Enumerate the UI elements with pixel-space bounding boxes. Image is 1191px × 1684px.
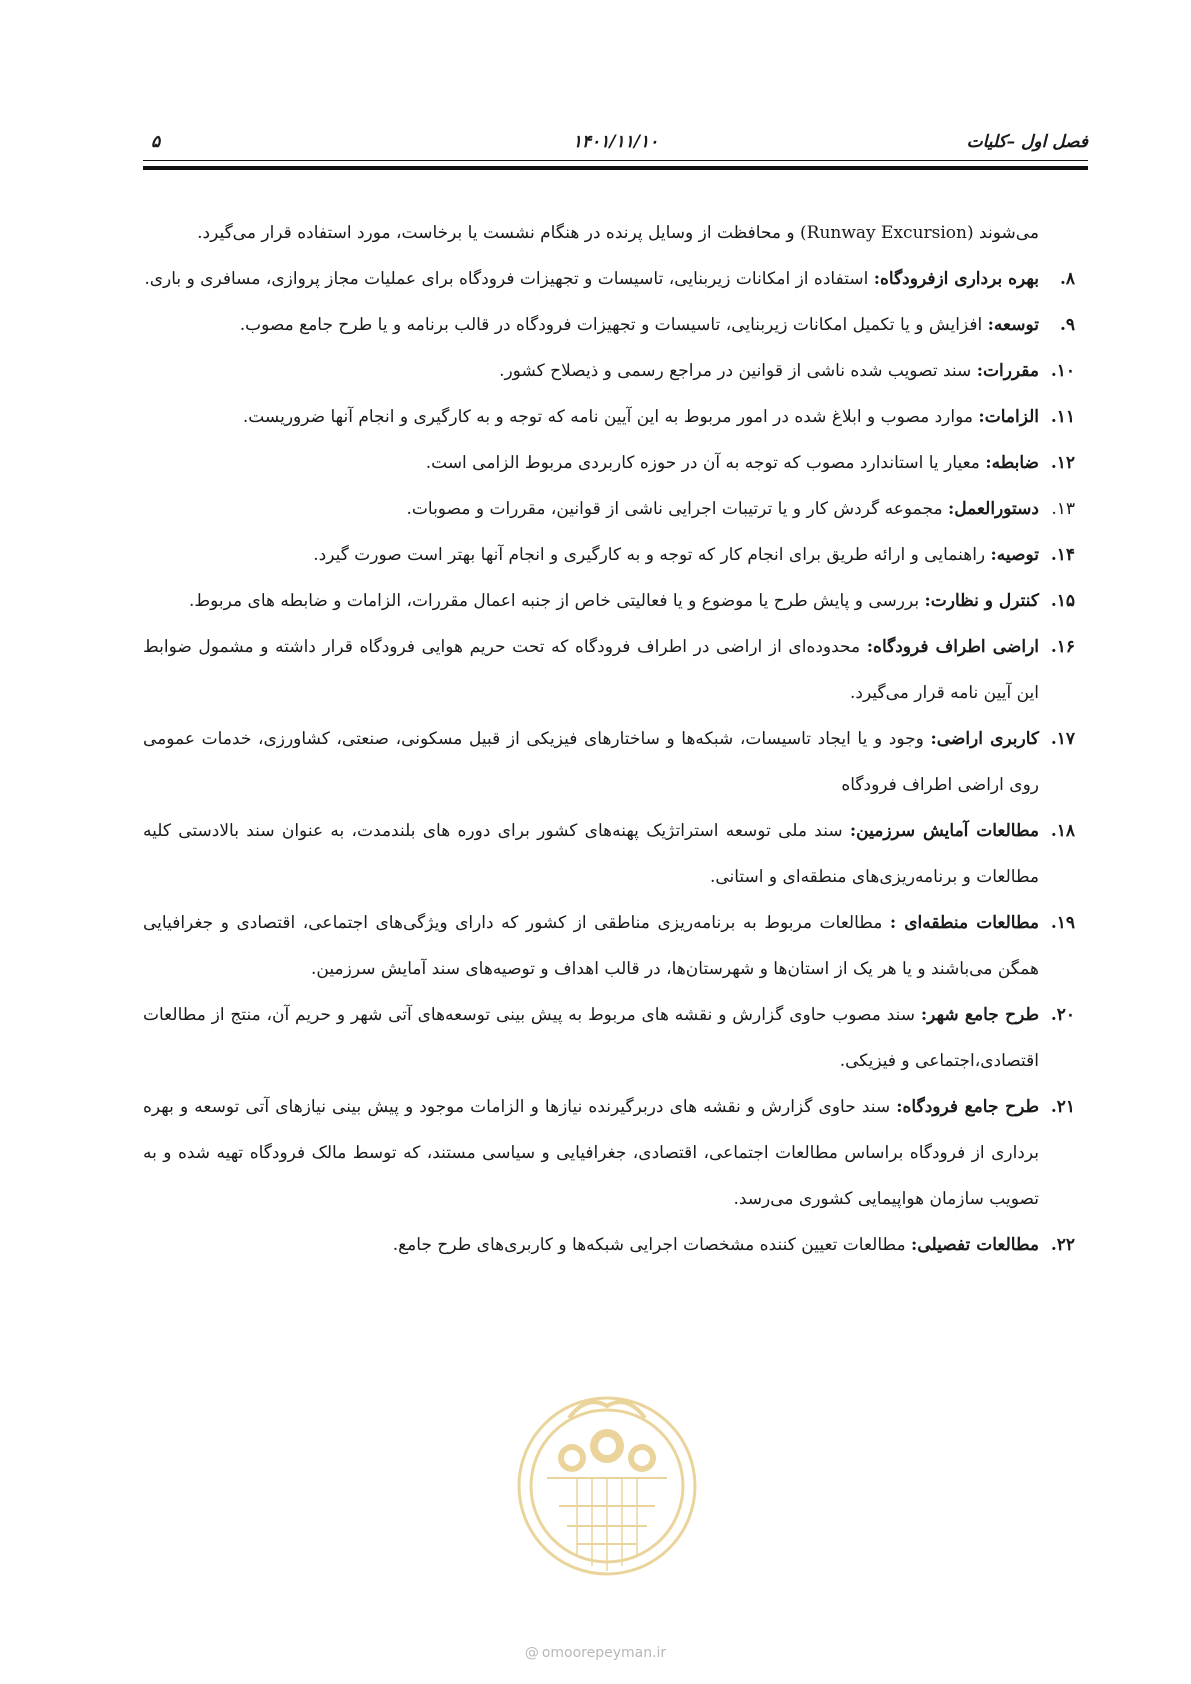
item-number: ۱۸.: [1050, 821, 1075, 841]
intro-paragraph: [143, 210, 1075, 256]
definition-item-13: [143, 486, 1075, 532]
intro-line-1: می‌شوند (Runway Excursion) و محافظت از وسایل پرنده در هنگام نشست یا برخاست، مورد استفاده: [297, 223, 1039, 243]
intro-line-2: قرار می‌گیرد.: [197, 223, 292, 243]
definition-item-19: [143, 900, 1075, 992]
item-number: ۱۴.: [1050, 545, 1075, 565]
item-number: ۲۱.: [1050, 1097, 1075, 1117]
definition-item-20: [143, 992, 1075, 1084]
item-term: بهره برداری ازفرودگاه:: [873, 269, 1039, 289]
item-number: ۱۰.: [1050, 361, 1075, 381]
item-text: سند ملی توسعه استراتژیک پهنه‌های کشور برای دوره های بلندمدت، به عنوان سند بالادستی کلیه مطالعات و برنامه‌ریزی‌های منطقه‌ای و استانی.: [143, 821, 1039, 887]
definition-item-17: [143, 716, 1075, 808]
chapter-title: فصل اول –کلیات: [966, 132, 1088, 152]
watermark-site-label: [0, 1645, 1191, 1661]
page-header: [143, 128, 1088, 156]
item-text: سند مصوب حاوی گزارش و نقشه های مربوط به پیش بینی توسعه‌های آتی شهر و حریم آن، منتج از مطالعات اقتصادی،اجتماعی و فیزیکی.: [143, 1005, 1039, 1071]
definition-item-8: [143, 256, 1075, 302]
item-text: موارد مصوب و ابلاغ شده در امور مربوط به این آیین نامه که توجه و به کارگیری و انجام آنها ضروریست.: [242, 407, 979, 427]
definition-item-11: [143, 394, 1075, 440]
item-term: مطالعات تفصیلی:: [911, 1235, 1039, 1255]
item-term: توصیه:: [990, 545, 1039, 565]
item-term: کاربری اراضی:: [930, 729, 1039, 749]
definition-item-18: [143, 808, 1075, 900]
watermark-seal-icon: [507, 1366, 707, 1596]
document-body: [143, 210, 1075, 1268]
item-text: وجود و یا ایجاد تاسیسات، شبکه‌ها و ساختارهای فیزیکی از قبیل مسکونی، صنعتی، کشاورزی، خدمات عمومی روی اراضی اطراف فرودگاه: [143, 729, 1039, 795]
item-term: طرح جامع فرودگاه:: [896, 1097, 1039, 1117]
definition-item-21: [143, 1084, 1075, 1222]
item-text: مطالعات تعیین کننده مشخصات اجرایی شبکه‌ها و کاربری‌های طرح جامع.: [392, 1235, 911, 1255]
item-number: ۱۵.: [1050, 591, 1075, 611]
item-text: سند حاوی گزارش و نقشه های دربرگیرنده نیازها و الزامات موجود و پیش بینی نیازهای آتی توسعه و بهره برداری از فرودگاه براساس مطالعات اجتماعی، اقتصادی، جغرافیایی و سیاسی مستند، که توسط مالک فرودگاه تهیه شده و به تصویب سازمان هواپیمایی کشوری می‌رسد.: [143, 1097, 1039, 1209]
definition-item-16: [143, 624, 1075, 716]
item-text: مطالعات مربوط به برنامه‌ریزی مناطقی از کشور که دارای ویژگی‌های اجتماعی، اقتصادی و جغرافیایی همگن می‌باشند و یا هر یک از استان‌ها و شهرستان‌ها، در قالب اهداف و توصیه‌های سند آمایش سرزمین.: [143, 913, 1039, 979]
item-number: ۹.: [1059, 315, 1075, 335]
header-rule-thick: [143, 166, 1088, 170]
item-number: ۲۰.: [1050, 1005, 1075, 1025]
item-text: محدوده‌ای از اراضی در اطراف فرودگاه که تحت حریم هوایی فرودگاه قرار داشته و مشمول ضوابط این آیین نامه قرار می‌گیرد.: [143, 637, 1039, 703]
item-text: بررسی و پایش طرح یا موضوع و یا فعالیتی خاص از جنبه اعمال مقررات، الزامات و ضابطه های مربوط.: [189, 591, 925, 611]
item-term: الزامات:: [978, 407, 1039, 427]
item-number: ۸.: [1059, 269, 1075, 289]
item-term: کنترل و نظارت:: [924, 591, 1039, 611]
header-date: ۱۴۰۱/۱۱/۱۰: [572, 132, 659, 152]
definition-item-10: [143, 348, 1075, 394]
definition-item-14: [143, 532, 1075, 578]
item-term: دستورالعمل:: [947, 499, 1039, 519]
definition-item-22: [143, 1222, 1075, 1268]
item-term: مطالعات منطقه‌ای :: [889, 913, 1039, 933]
item-term: طرح جامع شهر:: [920, 1005, 1039, 1025]
item-text: راهنمایی و ارائه طریق برای انجام کار که توجه و به کارگیری و انجام آنها بهتر است صورت گیرد.: [313, 545, 991, 565]
header-rule-thin: [143, 160, 1088, 161]
item-number: ۱۶.: [1050, 637, 1075, 657]
item-text: مجموعه گردش کار و یا ترتیبات اجرایی ناشی از قوانین، مقررات و مصوبات.: [406, 499, 948, 519]
item-text: سند تصویب شده ناشی از قوانین در مراجع رسمی و ذیصلاح کشور.: [499, 361, 977, 381]
item-number: ۱۳.: [1051, 499, 1075, 519]
item-term: ضابطه:: [985, 453, 1039, 473]
item-text: معیار یا استاندارد مصوب که توجه به آن در حوزه کاربردی مربوط الزامی است.: [425, 453, 986, 473]
item-number: ۱۹.: [1050, 913, 1075, 933]
item-number: ۲۲.: [1050, 1235, 1075, 1255]
item-text: استفاده از امکانات زیربنایی، تاسیسات و تجهیزات فرودگاه برای عملیات مجاز پروازی، مسافری و باری.: [144, 269, 874, 289]
definition-item-15: [143, 578, 1075, 624]
item-text: افزایش و یا تکمیل امکانات زیربنایی، تاسیسات و تجهیزات فرودگاه در قالب برنامه و یا طرح جامع مصوب.: [239, 315, 988, 335]
page-number: ۵: [151, 132, 161, 152]
item-number: ۱۱.: [1050, 407, 1075, 427]
item-term: توسعه:: [987, 315, 1039, 335]
at-icon: @: [524, 1645, 539, 1661]
definition-item-9: [143, 302, 1075, 348]
item-term: مطالعات آمایش سرزمین:: [849, 821, 1039, 841]
item-term: مقررات:: [976, 361, 1039, 381]
item-number: ۱۲.: [1050, 453, 1075, 473]
watermark-site: omoorepeyman.ir: [541, 1645, 667, 1661]
item-term: اراضی اطراف فرودگاه:: [866, 637, 1039, 657]
definition-item-12: [143, 440, 1075, 486]
item-number: ۱۷.: [1050, 729, 1075, 749]
